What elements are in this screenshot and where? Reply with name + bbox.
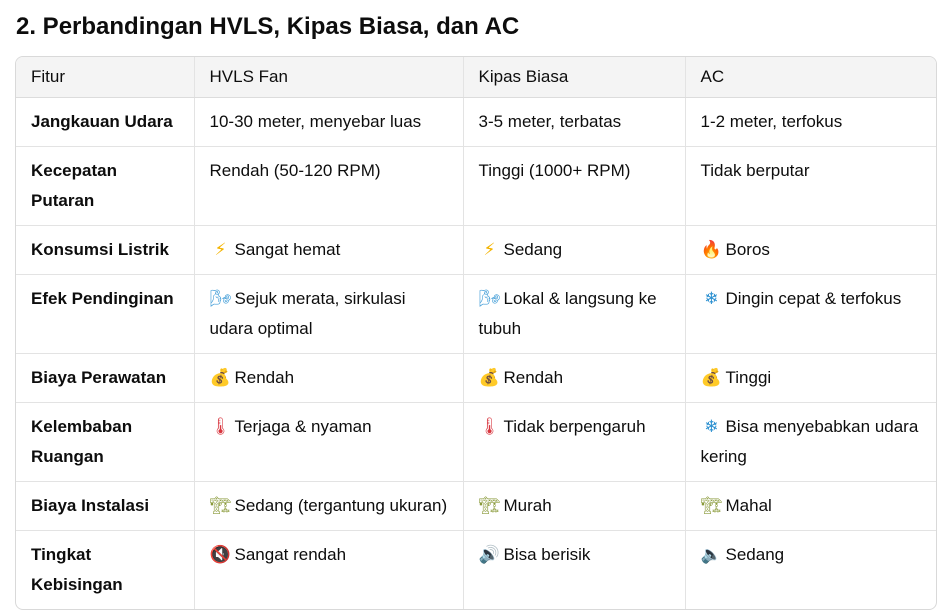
table-cell: [685, 482, 936, 531]
table-row: [16, 226, 936, 275]
thermometer-icon: 🌡: [209, 417, 232, 437]
cell-text: Sedang: [503, 240, 563, 259]
table-cell: [685, 275, 936, 354]
column-header-hvls-fan: HVLS Fan: [194, 57, 463, 98]
column-header-fitur: Fitur: [16, 57, 194, 98]
table-cell: [685, 531, 936, 610]
money-bag-icon: 💰: [478, 368, 501, 388]
cell-text: Tinggi (1000+ RPM): [478, 161, 631, 180]
feature-label: Kecepatan Putaran: [16, 147, 194, 226]
snowflake-icon: ❄: [704, 289, 719, 309]
table-cell: [463, 147, 685, 226]
lightning-icon: ⚡: [483, 240, 496, 260]
table-row: [16, 147, 936, 226]
table-row: [16, 275, 936, 354]
construction-icon: 🏗: [209, 496, 232, 516]
table-cell: [194, 403, 463, 482]
speaker-icon: 🔈: [700, 545, 723, 565]
cell-text: Dingin cepat & terfokus: [725, 289, 902, 308]
cell-text: Sedang (tergantung ukuran): [234, 496, 448, 515]
table-header-row: [16, 57, 936, 98]
cell-text: Rendah: [503, 368, 564, 387]
table-cell: [685, 147, 936, 226]
snowflake-icon: ❄: [704, 417, 719, 437]
feature-label: Jangkauan Udara: [16, 98, 194, 147]
feature-label: Biaya Instalasi: [16, 482, 194, 531]
comparison-table-grid: [16, 57, 936, 609]
table-row: [16, 482, 936, 531]
construction-icon: 🏗: [700, 496, 723, 516]
table-cell: [463, 403, 685, 482]
table-cell: [685, 403, 936, 482]
feature-label: Biaya Perawatan: [16, 354, 194, 403]
table-row: [16, 354, 936, 403]
cell-text: 1-2 meter, terfokus: [700, 112, 843, 131]
table-cell: [194, 531, 463, 610]
page-title: 2. Perbandingan HVLS, Kipas Biasa, dan AC: [16, 13, 520, 40]
wind-icon: 🌬: [478, 289, 501, 309]
fire-icon: 🔥: [700, 240, 723, 260]
feature-label: Konsumsi Listrik: [16, 226, 194, 275]
table-cell: [463, 226, 685, 275]
cell-text: 10-30 meter, menyebar luas: [209, 112, 422, 131]
table-cell: [194, 275, 463, 354]
table-row: [16, 98, 936, 147]
cell-text: Tidak berputar: [700, 161, 810, 180]
feature-label: Tingkat Kebisingan: [16, 531, 194, 610]
table-cell: [463, 531, 685, 610]
table-cell: [463, 482, 685, 531]
table-cell: [463, 275, 685, 354]
table-cell: [463, 354, 685, 403]
table-cell: [194, 354, 463, 403]
muted-speaker-icon: 🔇: [209, 545, 232, 565]
table-cell: [685, 354, 936, 403]
cell-text: Bisa menyebabkan udara kering: [700, 417, 919, 466]
table-cell: [194, 98, 463, 147]
table-row: [16, 403, 936, 482]
cell-text: Boros: [725, 240, 770, 259]
cell-text: Sangat hemat: [234, 240, 341, 259]
cell-text: Lokal & langsung ke tubuh: [478, 289, 657, 338]
table-body: [16, 98, 936, 610]
table-cell: [685, 98, 936, 147]
cell-text: Murah: [503, 496, 552, 515]
feature-label: Kelembaban Ruangan: [16, 403, 194, 482]
cell-text: Rendah: [234, 368, 295, 387]
table-cell: [685, 226, 936, 275]
thermometer-icon: 🌡: [478, 417, 501, 437]
cell-text: Sejuk merata, sirkulasi udara optimal: [209, 289, 406, 338]
money-bag-icon: 💰: [700, 368, 723, 388]
lightning-icon: ⚡: [214, 240, 227, 260]
table-cell: [194, 147, 463, 226]
feature-label: Efek Pendinginan: [16, 275, 194, 354]
cell-text: Mahal: [725, 496, 772, 515]
cell-text: 3-5 meter, terbatas: [478, 112, 622, 131]
wind-icon: 🌬: [209, 289, 232, 309]
construction-icon: 🏗: [478, 496, 501, 516]
cell-text: Bisa berisik: [503, 545, 591, 564]
comparison-table: [15, 56, 937, 610]
cell-text: Sedang: [725, 545, 785, 564]
column-header-ac: AC: [685, 57, 936, 98]
cell-text: Sangat rendah: [234, 545, 347, 564]
cell-text: Tidak berpengaruh: [503, 417, 646, 436]
table-cell: [194, 482, 463, 531]
cell-text: Rendah (50-120 RPM): [209, 161, 381, 180]
cell-text: Terjaga & nyaman: [234, 417, 372, 436]
table-row: [16, 531, 936, 610]
table-cell: [463, 98, 685, 147]
column-header-kipas-biasa: Kipas Biasa: [463, 57, 685, 98]
table-cell: [194, 226, 463, 275]
loud-speaker-icon: 🔊: [478, 545, 501, 565]
cell-text: Tinggi: [725, 368, 772, 387]
money-bag-icon: 💰: [209, 368, 232, 388]
